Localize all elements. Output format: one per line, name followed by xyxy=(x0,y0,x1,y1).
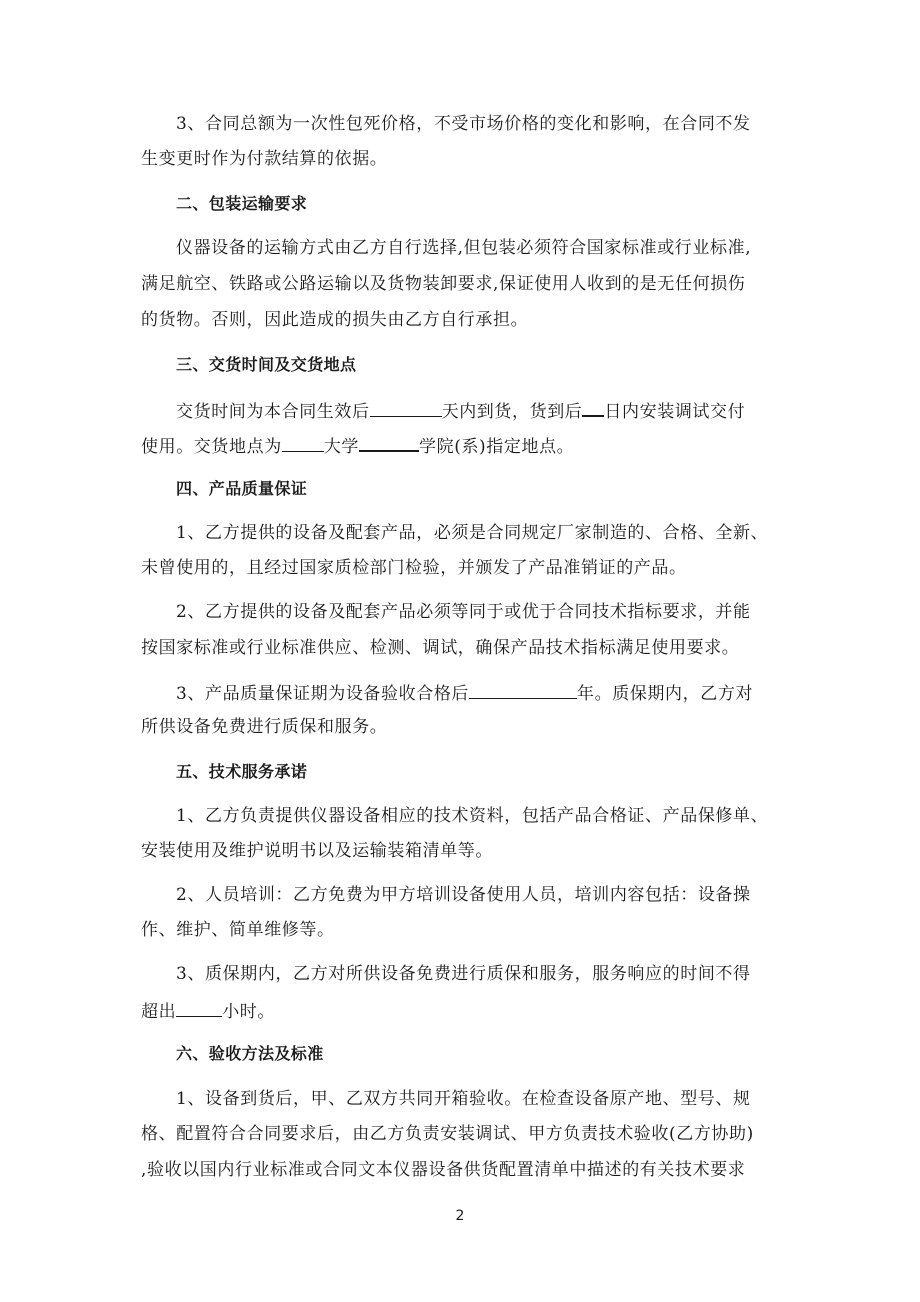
section-3-line-1 xyxy=(176,397,745,424)
section-3-line-2 xyxy=(141,432,574,459)
section-4-heading: 四、产品质量保证 xyxy=(176,479,308,498)
section-4-item-2-line-1: 2、乙方提供的设备及配套产品必须等同于或优于合同技术指标要求，并能 xyxy=(176,602,751,622)
section-5-item-3-line-2 xyxy=(141,998,275,1024)
section-3-line-2-text-c: 学院(系)指定地点。 xyxy=(419,437,575,457)
university-blank xyxy=(282,433,324,452)
section-5-item-1-line-1: 1、乙方负责提供仪器设备相应的技术资料，包括产品合格证、产品保修单、 xyxy=(176,806,769,826)
section-5-heading: 五、技术服务承诺 xyxy=(176,762,308,781)
section-2-line-1: 仪器设备的运输方式由乙方自行选择,但包装必须符合国家标准或行业标准, xyxy=(176,238,752,258)
warranty-years-blank xyxy=(469,680,577,699)
section-3-line-1-text-a: 交货时间为本合同生效后 xyxy=(176,402,370,422)
section-6-heading: 六、验收方法及标准 xyxy=(176,1044,324,1063)
section-5-item-3-line-1: 3、质保期内，乙方对所供设备免费进行质保和服务，服务响应的时间不得 xyxy=(176,964,751,984)
section-2-line-2: 满足航空、铁路或公路运输以及货物装卸要求,保证使用人收到的是无任何损伤 xyxy=(141,274,746,294)
section-3-line-1-text-b: 天内到货，货到后 xyxy=(441,402,583,422)
page-number: 2 xyxy=(455,1208,465,1224)
section-2-heading: 二、包装运输要求 xyxy=(176,194,308,213)
section-6-item-1-line-2: 格、配置符合合同要求后，由乙方负责安装调试、甲方负责技术验收(乙方协助) xyxy=(141,1124,754,1144)
section-5-item-3-text-b: 小时。 xyxy=(222,1002,276,1022)
section-6-item-1-line-3: ,验收以国内行业标准或合同文本仪器设备供货配置清单中描述的有关技术要求 xyxy=(141,1160,746,1180)
delivery-days-blank xyxy=(370,398,442,417)
section-3-line-1-text-c: 日内安装调试交付 xyxy=(604,402,746,422)
section-4-item-1-line-2: 未曾使用的，且经过国家质检部门检验，并颁发了产品准销证的产品。 xyxy=(141,558,687,578)
section-5-item-1-line-2: 安装使用及维护说明书以及运输装箱清单等。 xyxy=(141,841,493,861)
clause-3-line-1: 3、合同总额为一次性包死价格，不受市场价格的变化和影响，在合同不发 xyxy=(176,114,751,134)
section-6-item-1-line-1: 1、设备到货后，甲、乙双方共同开箱验收。在检查设备原产地、型号、规 xyxy=(176,1089,751,1109)
section-5-item-3-text-a: 超出 xyxy=(141,1002,177,1022)
response-hours-blank xyxy=(176,998,222,1017)
section-3-line-2-text-b: 大学 xyxy=(323,437,360,457)
section-4-item-3-text-a: 3、产品质量保证期为设备验收合格后 xyxy=(176,684,470,704)
clause-3-line-2: 生变更时作为付款结算的依据。 xyxy=(141,149,388,169)
section-4-item-2-line-2: 按国家标准或行业标准供应、检测、调试，确保产品技术指标满足使用要求。 xyxy=(141,638,740,658)
section-4-item-3-text-b: 年。质保期内，乙方对 xyxy=(577,684,754,704)
section-3-heading: 三、交货时间及交货地点 xyxy=(176,355,357,374)
college-blank xyxy=(359,432,419,452)
section-5-item-2-line-1: 2、人员培训：乙方免费为甲方培训设备使用人员，培训内容包括：设备操 xyxy=(176,885,751,905)
section-5-item-2-line-2: 作、维护、简单维修等。 xyxy=(141,920,335,940)
section-4-item-3-line-1 xyxy=(176,680,753,706)
install-days-blank xyxy=(582,397,604,417)
section-4-item-3-line-2: 所供设备免费进行质保和服务。 xyxy=(141,717,388,737)
section-3-line-2-text-a: 使用。交货地点为 xyxy=(141,437,282,457)
section-2-line-3: 的货物。否则，因此造成的损失由乙方自行承担。 xyxy=(141,310,529,330)
section-4-item-1-line-1: 1、乙方提供的设备及配套产品，必须是合同规定厂家制造的、合格、全新、 xyxy=(176,523,769,543)
